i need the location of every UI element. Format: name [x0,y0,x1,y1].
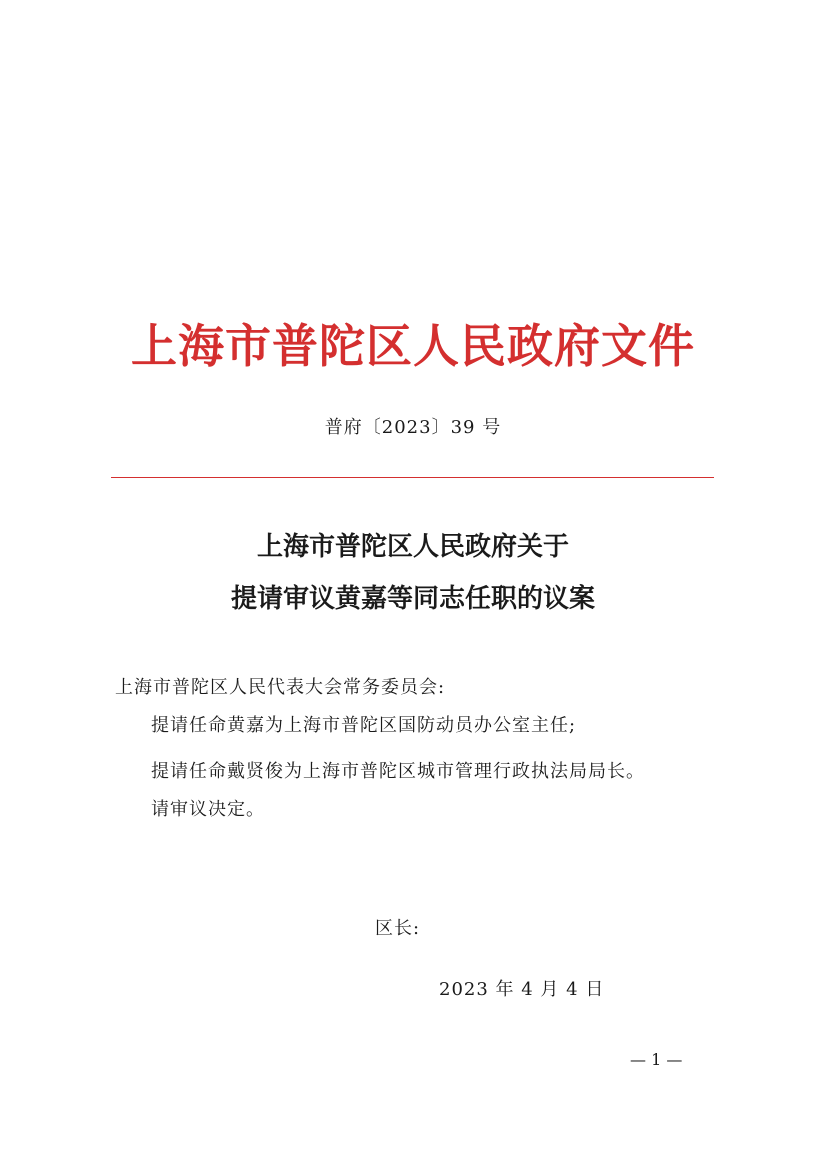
document-number: 普府〔2023〕39 号 [324,417,502,438]
addressee: 上海市普陀区人民代表大会常务委员会: [115,677,446,698]
red-divider-line [111,477,714,478]
page-number: — 1 — [630,1050,683,1069]
paragraph-appointment-2: 提请任命戴贤俊为上海市普陀区城市管理行政执法局局长。 [151,761,645,782]
signature-label: 区长: [375,918,421,939]
paragraph-appointment-1: 提请任命黄嘉为上海市普陀区国防动员办公室主任; [151,715,577,736]
document-title-line-1: 上海市普陀区人民政府关于 [256,532,569,562]
paragraph-request: 请审议决定。 [151,799,265,820]
document-title-line-2: 提请审议黄嘉等同志任职的议案 [230,584,595,614]
issuing-authority-title: 上海市普陀区人民政府文件 [131,319,695,373]
document-date: 2023 年 4 月 4 日 [439,979,605,1000]
